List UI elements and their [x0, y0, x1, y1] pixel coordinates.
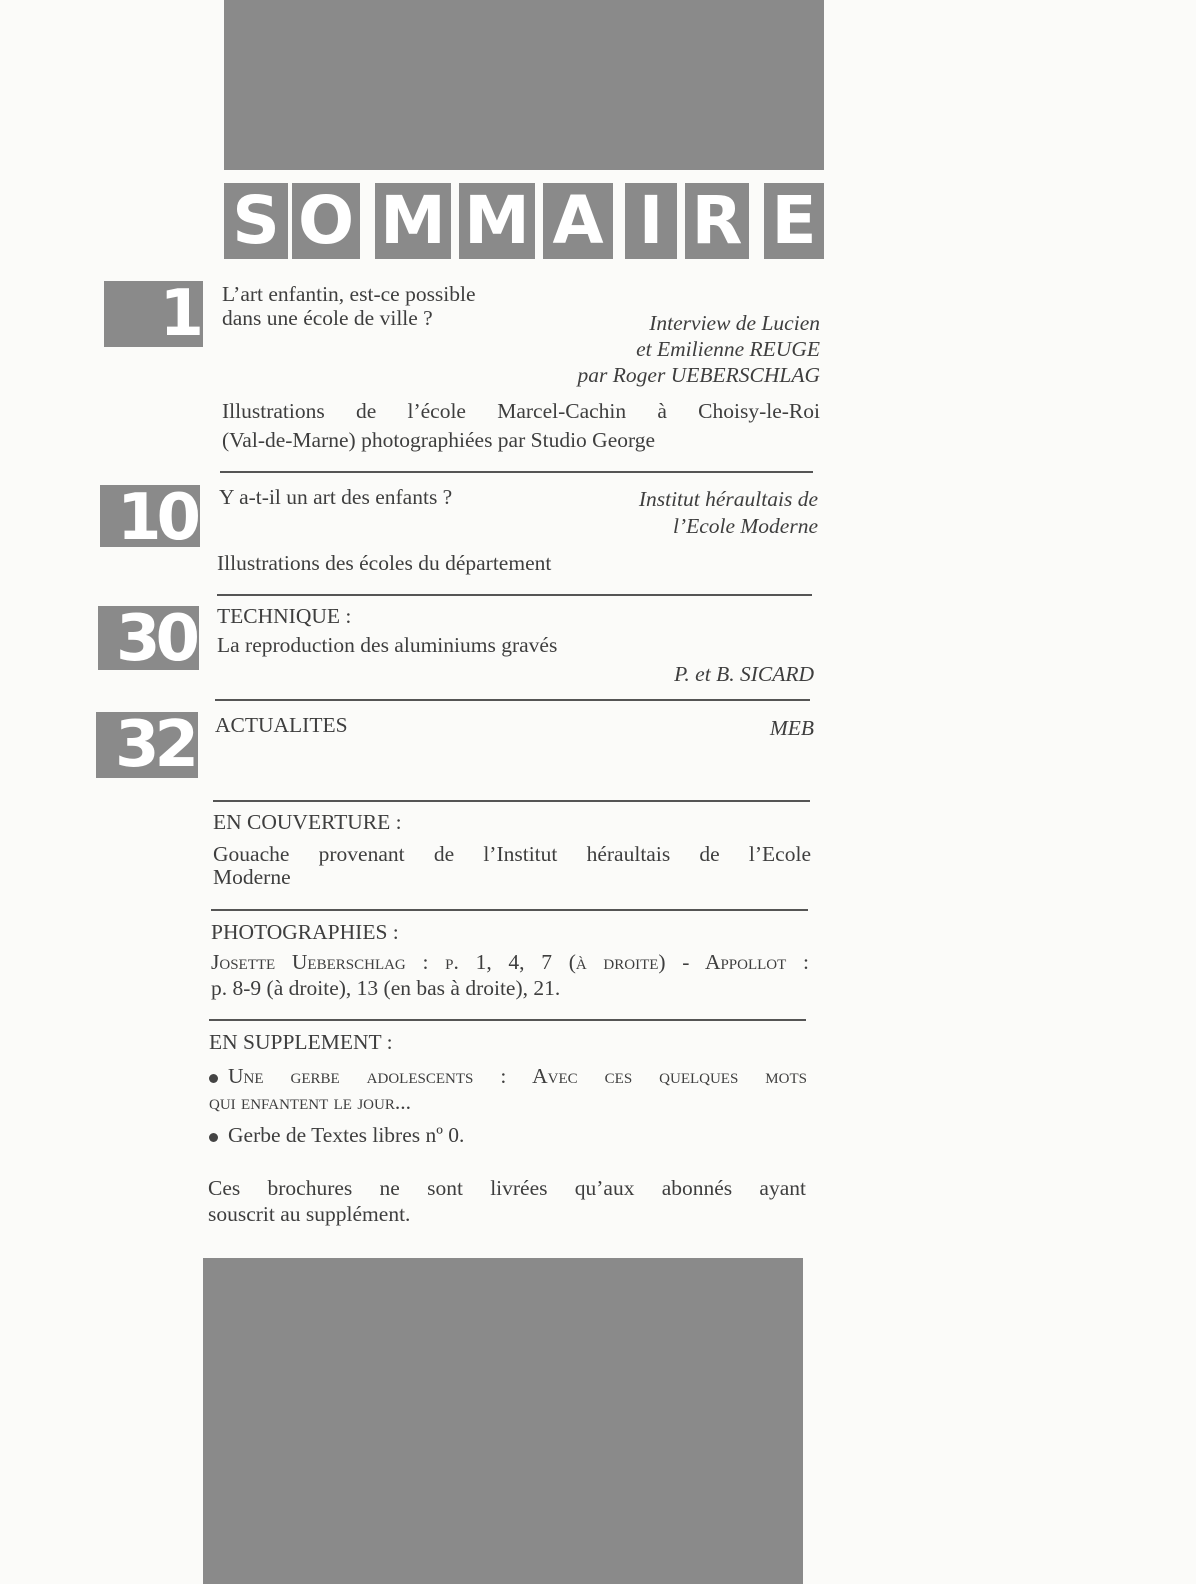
section-author-line: par Roger UEBERSCHLAG [577, 363, 820, 387]
section-author-line: Institut héraultais de [638, 487, 818, 511]
section-title-line: ACTUALITES [215, 713, 348, 737]
cover-line: Moderne [213, 865, 291, 889]
section-illustrations-line: Illustrations de l’école Marcel-Cachin à Choisy-le-Roi [222, 399, 820, 423]
section-divider [211, 909, 808, 911]
section-divider [209, 1019, 806, 1021]
supplement-heading: EN SUPPLEMENT : [209, 1030, 393, 1054]
section-author-line: P. et B. SICARD [674, 662, 814, 686]
supplement-note-line: Ces brochures ne sont livrées qu’aux abonnés ayant [208, 1176, 806, 1200]
sommaire-title [224, 183, 824, 259]
section-divider [217, 594, 812, 596]
section-author-line: MEB [769, 716, 814, 740]
photos-line: p. 8-9 (à droite), 13 (en bas à droite), 21. [211, 976, 561, 1000]
page-number-badge: 1 [104, 281, 203, 347]
section-illustrations-line: Illustrations des écoles du département [217, 551, 552, 575]
section-author-line: l’Ecole Moderne [672, 514, 818, 538]
bullet-icon [209, 1133, 218, 1142]
section-title-line: dans une école de ville ? [222, 306, 433, 330]
title-letter: M [459, 183, 535, 259]
title-letter: A [543, 183, 613, 259]
section-title-line: Y a-t-il un art des enfants ? [219, 485, 453, 509]
supplement-item-line: qui enfantent le jour... [209, 1090, 411, 1114]
page-number-badge: 30 [98, 606, 199, 670]
supplement-note-line: souscrit au supplément. [208, 1202, 411, 1226]
title-letter: O [292, 183, 360, 259]
section-divider [220, 471, 813, 473]
title-letter: S [224, 183, 288, 259]
section-title-line: L’art enfantin, est-ce possible [222, 282, 476, 306]
page-number-badge: 32 [96, 712, 198, 778]
supplement-item-text: Gerbe de Textes libres nº 0. [228, 1123, 465, 1147]
section-author-line: Interview de Lucien [649, 311, 820, 335]
bullet-icon [209, 1074, 218, 1083]
bottom-gray-block [203, 1258, 803, 1584]
photos-line: Josette Ueberschlag : p. 1, 4, 7 (à droite) - Appollot : [211, 950, 809, 974]
title-letter: M [375, 183, 451, 259]
supplement-item [209, 1064, 807, 1089]
top-gray-block [224, 0, 824, 170]
cover-heading: EN COUVERTURE : [213, 810, 402, 834]
title-letter: I [625, 183, 677, 259]
page-number-badge: 10 [100, 485, 200, 547]
title-letter: E [764, 183, 824, 259]
title-letter: R [685, 183, 749, 259]
section-author-line: et Emilienne REUGE [636, 337, 820, 361]
photos-heading: PHOTOGRAPHIES : [211, 920, 399, 944]
cover-line: Gouache provenant de l’Institut héraultais de l’Ecole [213, 842, 811, 866]
section-title-line: TECHNIQUE : [217, 604, 352, 628]
supplement-item-text: Une gerbe adolescents : Avec ces quelques mots [228, 1064, 807, 1088]
section-illustrations-line: (Val-de-Marne) photographiées par Studio George [222, 428, 656, 452]
supplement-item [209, 1123, 464, 1148]
section-divider [215, 699, 810, 701]
section-title-line: La reproduction des aluminiums gravés [217, 633, 558, 657]
section-divider [213, 800, 810, 802]
